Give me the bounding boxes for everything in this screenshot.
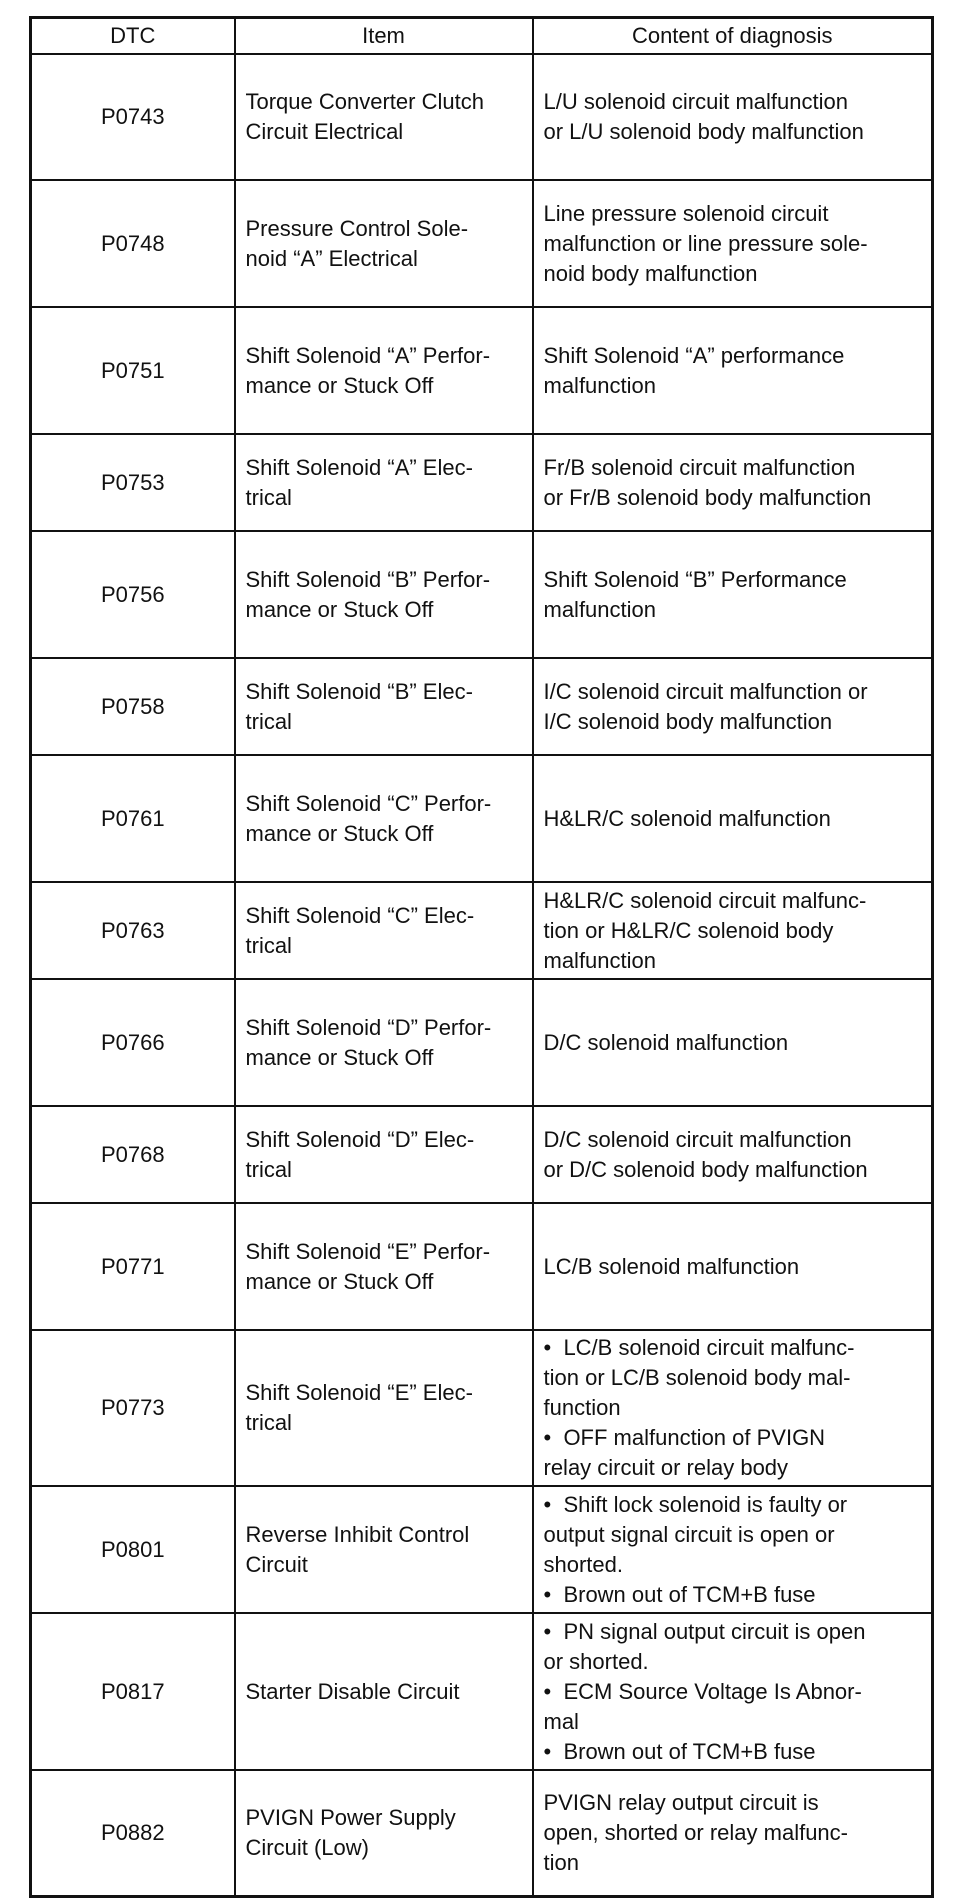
diagnosis-cell — [533, 1203, 933, 1330]
item-cell — [235, 307, 533, 434]
text-line: • Brown out of TCM+B fuse — [544, 1580, 922, 1610]
dtc-code-cell: P0768 — [31, 1106, 235, 1203]
text-line: • OFF malfunction of PVIGN — [544, 1423, 922, 1453]
text-line: mal — [543, 1708, 579, 1734]
text-line: Starter Disable Circuit — [245, 1678, 460, 1704]
text-line: Shift Solenoid “A” performance — [543, 342, 845, 368]
text-line: D/C solenoid circuit malfunction — [543, 1126, 852, 1152]
text-line: • Shift lock solenoid is faulty or — [544, 1490, 922, 1520]
diagnosis-cell — [533, 531, 933, 658]
text-line: shorted. — [543, 1551, 623, 1577]
table-row — [31, 1613, 933, 1770]
text-line: I/C solenoid circuit malfunction or — [543, 678, 868, 704]
dtc-code-cell: P0758 — [31, 658, 235, 755]
text-line: • Brown out of TCM+B fuse — [544, 1737, 922, 1767]
text-line: Shift Solenoid “B” Performance — [543, 566, 847, 592]
text-line: trical — [245, 484, 292, 510]
text-line: Shift Solenoid “A” Perfor- — [245, 342, 491, 368]
item-cell — [235, 755, 533, 882]
table-row — [31, 755, 933, 882]
text-line: I/C solenoid body malfunction — [543, 708, 833, 734]
header-content: Content of diagnosis — [533, 18, 933, 55]
text-line: relay circuit or relay body — [543, 1455, 789, 1480]
text-line: Shift Solenoid “A” Elec- — [245, 454, 473, 480]
dtc-code-cell: P0743 — [31, 54, 235, 180]
text-line: • ECM Source Voltage Is Abnor- — [544, 1677, 922, 1707]
dtc-code-cell: P0763 — [31, 882, 235, 979]
text-line: Circuit (Low) — [245, 1834, 369, 1860]
text-line: LC/B solenoid malfunction — [543, 1253, 800, 1279]
header-row — [31, 18, 933, 55]
text-line: Fr/B solenoid circuit malfunction — [543, 454, 856, 480]
dtc-table — [29, 16, 934, 1898]
item-cell — [235, 54, 533, 180]
item-cell — [235, 882, 533, 979]
diagnosis-cell — [533, 54, 933, 180]
text-line: Shift Solenoid “C” Elec- — [245, 902, 475, 928]
text-line: malfunction or line pressure sole- — [543, 230, 868, 256]
item-cell — [235, 1330, 533, 1486]
text-line: Shift Solenoid “D” Perfor- — [245, 1014, 492, 1040]
text-line: Shift Solenoid “C” Perfor- — [245, 790, 492, 816]
table-row — [31, 180, 933, 307]
diagnosis-bullet-list — [544, 1490, 922, 1610]
item-cell — [235, 531, 533, 658]
text-line: Line pressure solenoid circuit — [543, 200, 829, 226]
text-line: open, shorted or relay malfunc- — [543, 1819, 848, 1845]
header-item: Item — [235, 18, 533, 55]
diagnosis-cell — [533, 979, 933, 1106]
text-line: function — [543, 1395, 621, 1420]
diagnosis-cell — [533, 1613, 933, 1770]
text-line: Shift Solenoid “E” Elec- — [245, 1380, 473, 1405]
dtc-code-cell: P0761 — [31, 755, 235, 882]
diagnosis-cell — [533, 755, 933, 882]
text-line: malfunction — [543, 947, 657, 973]
diagnosis-cell — [533, 1486, 933, 1613]
dtc-code-cell: P0817 — [31, 1613, 235, 1770]
text-line: • PN signal output circuit is open — [544, 1617, 922, 1647]
text-line: PVIGN Power Supply — [245, 1804, 456, 1830]
text-line: Circuit Electrical — [245, 119, 404, 144]
table-row — [31, 979, 933, 1106]
text-line: mance or Stuck Off — [245, 820, 434, 846]
text-line: mance or Stuck Off — [245, 1268, 434, 1294]
dtc-code-cell: P0773 — [31, 1330, 235, 1486]
dtc-code-cell: P0748 — [31, 180, 235, 307]
text-line: trical — [245, 1156, 292, 1182]
text-line: • LC/B solenoid circuit malfunc- — [544, 1333, 922, 1363]
text-line: noid body malfunction — [543, 260, 758, 286]
text-line: Reverse Inhibit Control — [245, 1521, 470, 1547]
table-row — [31, 434, 933, 531]
text-line: trical — [245, 1410, 292, 1435]
text-line: mance or Stuck Off — [245, 1044, 434, 1070]
item-cell — [235, 1613, 533, 1770]
item-cell — [235, 1770, 533, 1896]
diagnosis-cell — [533, 882, 933, 979]
table-row — [31, 1486, 933, 1613]
text-line: H&LR/C solenoid circuit malfunc- — [543, 887, 867, 913]
item-cell — [235, 1106, 533, 1203]
item-cell — [235, 658, 533, 755]
table-row — [31, 307, 933, 434]
text-line: or Fr/B solenoid body malfunction — [543, 484, 872, 510]
text-line: or D/C solenoid body malfunction — [543, 1156, 868, 1182]
diagnosis-bullet-item — [544, 1617, 922, 1677]
diagnosis-bullet-item — [544, 1490, 922, 1580]
dtc-code-cell: P0753 — [31, 434, 235, 531]
text-line: tion — [543, 1849, 579, 1875]
diagnosis-cell — [533, 307, 933, 434]
item-cell — [235, 1203, 533, 1330]
text-line: D/C solenoid malfunction — [543, 1029, 789, 1055]
text-line: H&LR/C solenoid malfunction — [543, 805, 831, 831]
table-row — [31, 1770, 933, 1896]
dtc-code-cell: P0771 — [31, 1203, 235, 1330]
table-body — [31, 54, 933, 1896]
dtc-code-cell: P0882 — [31, 1770, 235, 1896]
item-cell — [235, 1486, 533, 1613]
text-line: Pressure Control Sole- — [245, 215, 469, 241]
table-row — [31, 531, 933, 658]
table-row — [31, 658, 933, 755]
text-line: or L/U solenoid body malfunction — [543, 119, 864, 144]
diagnosis-bullet-item — [544, 1580, 922, 1610]
text-line: Shift Solenoid “B” Perfor- — [245, 566, 491, 592]
table-row — [31, 1330, 933, 1486]
table-row — [31, 1106, 933, 1203]
diagnosis-bullet-list — [544, 1617, 922, 1767]
diagnosis-bullet-list — [544, 1333, 922, 1483]
diagnosis-bullet-item — [544, 1737, 922, 1767]
header-dtc: DTC — [31, 18, 235, 55]
item-cell — [235, 180, 533, 307]
text-line: mance or Stuck Off — [245, 372, 434, 398]
text-line: Circuit — [245, 1551, 308, 1577]
text-line: malfunction — [543, 372, 657, 398]
text-line: Shift Solenoid “B” Elec- — [245, 678, 473, 704]
text-line: L/U solenoid circuit malfunction — [543, 89, 848, 114]
table-row — [31, 54, 933, 180]
text-line: trical — [245, 932, 292, 958]
diagnosis-cell — [533, 1106, 933, 1203]
diagnosis-bullet-item — [544, 1677, 922, 1737]
text-line: tion or H&LR/C solenoid body — [543, 917, 834, 943]
table-row — [31, 882, 933, 979]
dtc-code-cell: P0756 — [31, 531, 235, 658]
text-line: malfunction — [543, 596, 657, 622]
item-cell — [235, 979, 533, 1106]
diagnosis-cell — [533, 1330, 933, 1486]
dtc-code-cell: P0766 — [31, 979, 235, 1106]
text-line: trical — [245, 708, 292, 734]
text-line: noid “A” Electrical — [245, 245, 418, 271]
diagnosis-cell — [533, 658, 933, 755]
diagnosis-cell — [533, 1770, 933, 1896]
diagnosis-cell — [533, 434, 933, 531]
diagnosis-bullet-item — [544, 1423, 922, 1483]
diagnosis-bullet-item — [544, 1333, 922, 1423]
text-line: Shift Solenoid “E” Perfor- — [245, 1238, 491, 1264]
diagnosis-cell — [533, 180, 933, 307]
dtc-code-cell: P0751 — [31, 307, 235, 434]
text-line: tion or LC/B solenoid body mal- — [543, 1365, 851, 1390]
text-line: mance or Stuck Off — [245, 596, 434, 622]
text-line: Shift Solenoid “D” Elec- — [245, 1126, 475, 1152]
text-line: or shorted. — [543, 1648, 649, 1674]
text-line: output signal circuit is open or — [543, 1521, 835, 1547]
item-cell — [235, 434, 533, 531]
table-row — [31, 1203, 933, 1330]
text-line: PVIGN relay output circuit is — [543, 1789, 819, 1815]
text-line: Torque Converter Clutch — [245, 89, 484, 114]
dtc-code-cell: P0801 — [31, 1486, 235, 1613]
